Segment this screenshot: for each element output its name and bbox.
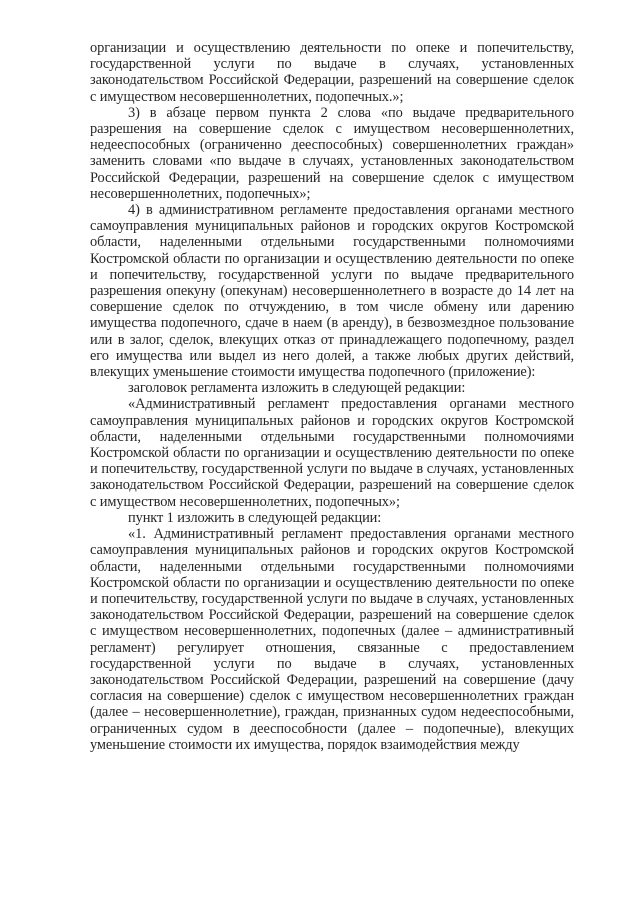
paragraph-7: «1. Административный регламент предоставления органами местного самоуправления муниципальных районов и городских округов Костромской области, наделенными отдельными государственными полномочиями Костромской области по организации и осуществлению деятельности по опеке и попечительству, государственной услуги по выдаче в случаях, установленных законодательством Российской Федерации, разрешений на совершение сделок с имуществом несовершеннолетних, подопечных (далее – административный регламент) регулирует отношения, связанные с предоставлением государственной услуги по выдаче в случаях, установленных законодательством Российской Федерации, разрешений на совершение (дачу согласия на совершение) сделок с имуществом несовершеннолетних граждан (далее – несовершеннолетние), граждан, признанных судом недееспособными, ограниченных судом в дееспособности (далее – подопечные), влекущих уменьшение стоимости их имущества, порядок взаимодействия между <box>90 526 574 753</box>
paragraph-4: заголовок регламента изложить в следующей редакции: <box>128 380 466 397</box>
paragraph-1: организации и осуществлению деятельности по опеке и попечительству, государственной услуги по выдаче в случаях, установленных законодательством Российской Федерации, разрешений на совершение сделок с имуществом несовершеннолетних, подопечных.»; <box>90 40 574 105</box>
paragraph-3: 4) в административном регламенте предоставления органами местного самоуправления муниципальных районов и городских округов Костромской области, наделенными отдельными государственными полномочиями Костромской области по организации и осуществлению деятельности по опеке и попечительству, государственной услуги по выдаче предварительного разрешения опекуну (опекунам) несовершеннолетнего в возрасте до 14 лет на совершение сделок по отчуждению, в том числе обмену или дарению имущества подопечного, сдаче в наем (в аренду), в безвозмездное пользование или в залог, сделок, влекущих отказ от принадлежащего подопечному, раздел его имущества или выдел из него долей, а также любых других действий, влекущих уменьшение стоимости имущества подопечного (приложение): <box>90 202 574 381</box>
document-page <box>90 40 574 753</box>
paragraph-5: «Административный регламент предоставления органами местного самоуправления муниципальных районов и городских округов Костромской области, наделенными отдельными государственными полномочиями Костромской области по организации и осуществлению деятельности по опеке и попечительству, государственной услуги по выдаче в случаях, установленных законодательством Российской Федерации, разрешений на совершение сделок с имуществом несовершеннолетних, подопечных»; <box>90 396 574 510</box>
paragraph-6: пункт 1 изложить в следующей редакции: <box>128 509 382 526</box>
paragraph-2: 3) в абзаце первом пункта 2 слова «по выдаче предварительного разрешения на совершение сделок с имуществом несовершеннолетних, недееспособных (ограниченно дееспособных) совершеннолетних граждан» заменить словами «по выдаче в случаях, установленных законодательством Российской Федерации, разрешений на совершение сделок с имуществом несовершеннолетних, подопечных»; <box>90 104 574 202</box>
